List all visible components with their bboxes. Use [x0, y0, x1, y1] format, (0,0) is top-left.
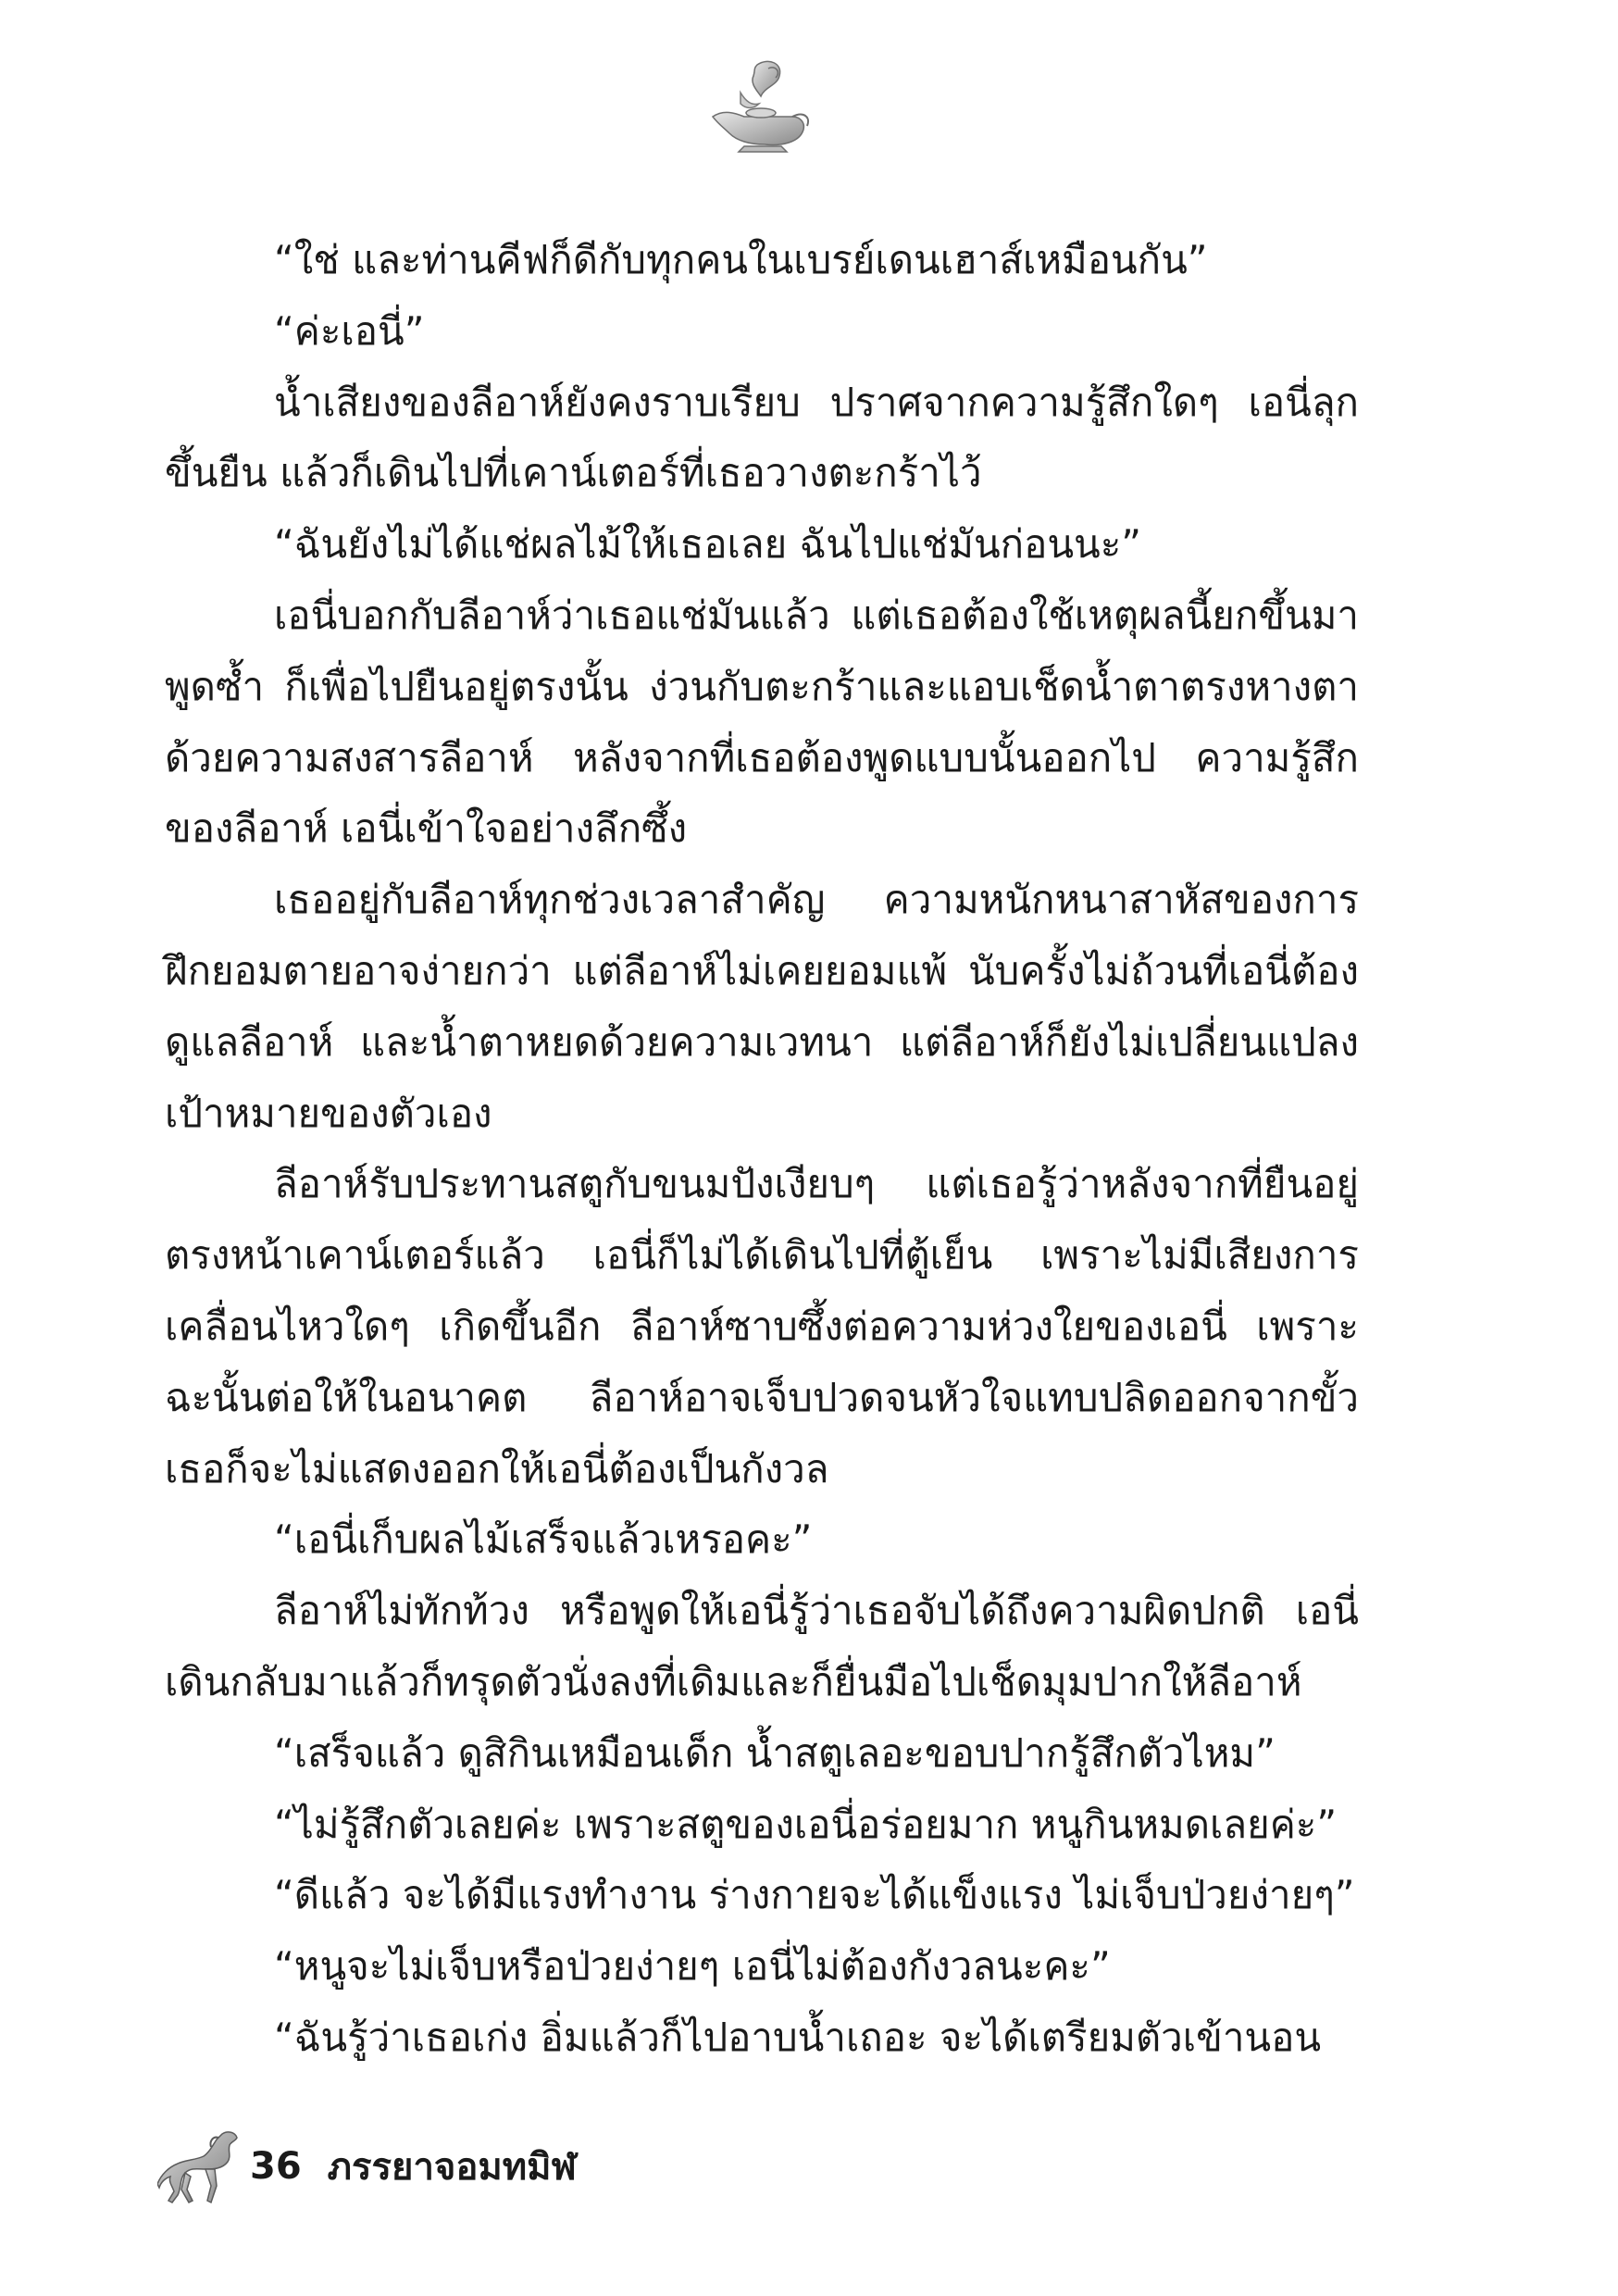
paragraph: “ค่ะเอนี่”: [274, 307, 425, 354]
body-text: [165, 225, 1359, 2074]
paragraph: เธออยู่กับลีอาห์ทุกช่วงเวลาสำคัญ ความหนักหนาสาหัสของการฝึกยอมตายอาจง่ายกว่า แต่ลีอาห์ไม่เคยยอมแพ้ นับครั้งไม่ถ้วนที่เอนี่ต้องดูแลลีอาห์ และน้ำตาหยดด้วยความเวทนา แต่ลีอาห์ก็ยังไม่เปลี่ยนแปลงเป้าหมายของตัวเอง: [165, 877, 1359, 1136]
paragraph: เอนี่บอกกับลีอาห์ว่าเธอแช่มันแล้ว แต่เธอต้องใช้เหตุผลนี้ยกขึ้นมาพูดซ้ำ ก็เพื่อไปยืนอยู่ตรงนั้น ง่วนกับตะกร้าและแอบเช็ดน้ำตาตรงหางตาด้วยความสงสารลีอาห์ หลังจากที่เธอต้องพูดแบบนั้นออกไป ความรู้สึกของลีอาห์ เอนี่เข้าใจอย่างลึกซึ้ง: [165, 592, 1359, 852]
paragraph: “เอนี่เก็บผลไม้เสร็จแล้วเหรอคะ”: [274, 1516, 813, 1563]
book-title: ภรรยาจอมทมิฬ: [327, 2146, 577, 2189]
paragraph: “เสร็จแล้ว ดูสิกินเหมือนเด็ก น้ำสตูเลอะขอบปากรู้สึกตัวไหม”: [274, 1729, 1276, 1776]
genie-lamp-icon: [703, 56, 815, 157]
page-footer: [157, 2120, 577, 2213]
paragraph: ลีอาห์รับประทานสตูกับขนมปังเงียบๆ แต่เธอรู้ว่าหลังจากที่ยืนอยู่ตรงหน้าเคาน์เตอร์แล้ว เอนี่ก็ไม่ได้เดินไปที่ตู้เย็น เพราะไม่มีเสียงการเคลื่อนไหวใดๆ เกิดขึ้นอีก ลีอาห์ซาบซึ้งต่อความห่วงใยของเอนี่ เพราะฉะนั้นต่อให้ในอนาคต ลีอาห์อาจเจ็บปวดจนหัวใจแทบปลิดออกจากขั้ว เธอก็จะไม่แสดงออกให้เอนี่ต้องเป็นกังวล: [165, 1161, 1359, 1491]
paragraph: ลีอาห์ไม่ทักท้วง หรือพูดให้เอนี่รู้ว่าเธอจับได้ถึงความผิดปกติ เอนี่เดินกลับมาแล้วก็ทรุดตัวนั่งลงที่เดิมและก็ยื่นมือไปเช็ดมุมปากให้ลีอาห์: [165, 1588, 1359, 1704]
paragraph: “ไม่รู้สึกตัวเลยค่ะ เพราะสตูของเอนี่อร่อยมาก หนูกินหมดเลยค่ะ”: [274, 1801, 1338, 1847]
paragraph: “หนูจะไม่เจ็บหรือป่วยง่ายๆ เอนี่ไม่ต้องกังวลนะคะ”: [274, 1943, 1111, 1990]
horse-icon: [157, 2125, 243, 2208]
paragraph: น้ำเสียงของลีอาห์ยังคงราบเรียบ ปราศจากความรู้สึกใดๆ เอนี่ลุกขึ้นยืน แล้วก็เดินไปที่เคาน์เตอร์ที่เธอวางตะกร้าไว้: [165, 379, 1359, 496]
paragraph: “ใช่ และท่านคีฟก็ดีกับทุกคนในเบรย์เดนเฮาส์เหมือนกัน”: [274, 237, 1208, 282]
page-number: 36: [250, 2145, 302, 2188]
paragraph: “ฉันรู้ว่าเธอเก่ง อิ่มแล้วก็ไปอาบน้ำเถอะ จะได้เตรียมตัวเข้านอน: [274, 2014, 1322, 2060]
paragraph: “ฉันยังไม่ได้แช่ผลไม้ให้เธอเลย ฉันไปแช่มันก่อนนะ”: [274, 521, 1142, 568]
paragraph: “ดีแล้ว จะได้มีแรงทำงาน ร่างกายจะได้แข็งแรง ไม่เจ็บป่วยง่ายๆ”: [274, 1872, 1355, 1918]
